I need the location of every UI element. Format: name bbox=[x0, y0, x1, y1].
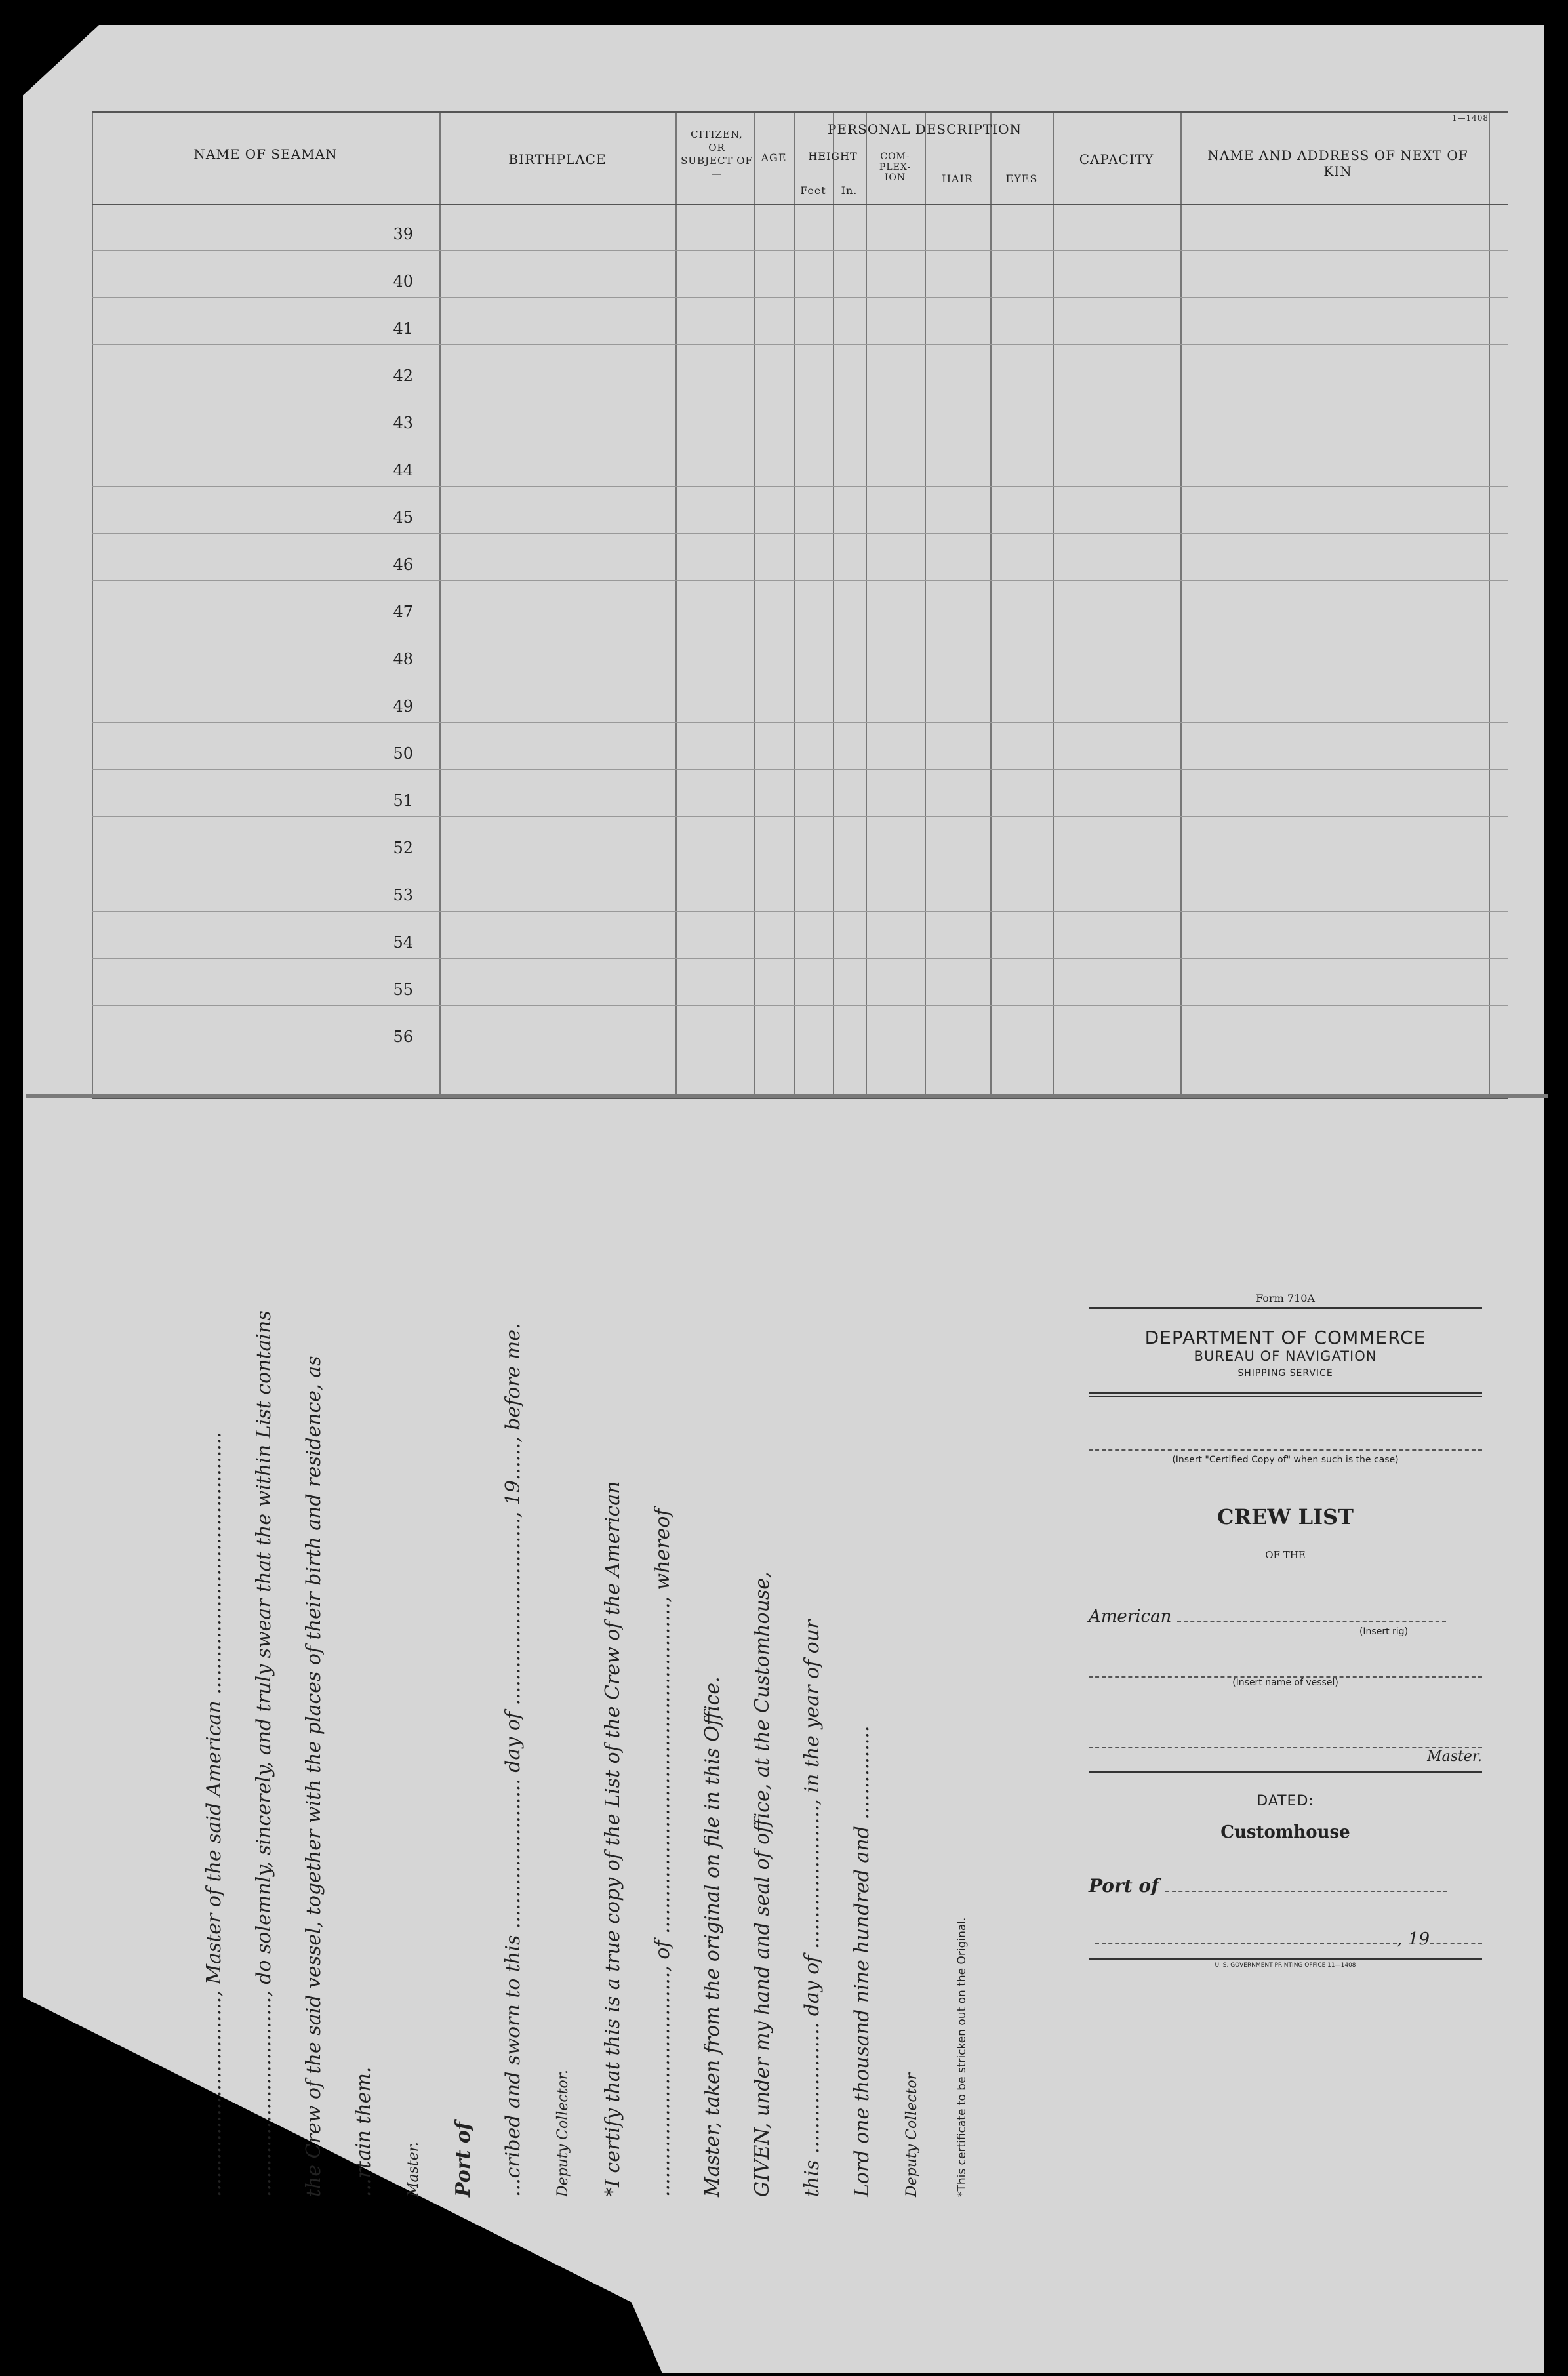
row-number: 45 bbox=[393, 508, 413, 527]
port-of-label: Port of bbox=[452, 2122, 475, 2197]
table-row bbox=[92, 344, 1508, 345]
row-number: 56 bbox=[393, 1028, 413, 1046]
this-day-line: this ..................... day of ......................., in the year of our bbox=[801, 1619, 824, 2197]
row-number: 49 bbox=[393, 697, 413, 715]
printer-line: U. S. GOVERNMENT PRINTING OFFICE 11—1408 bbox=[1215, 1962, 1356, 1969]
table-row bbox=[92, 958, 1508, 959]
row-number: 42 bbox=[393, 367, 413, 385]
master-signature-label: Master. bbox=[405, 2142, 422, 2197]
year-label: , 19 bbox=[1397, 1929, 1430, 1949]
service-title: SHIPPING SERVICE bbox=[1237, 1368, 1333, 1379]
row-number: 48 bbox=[393, 650, 413, 668]
col-inches: In. bbox=[841, 184, 858, 197]
cover-form bbox=[1089, 1292, 1482, 2105]
row-number: 39 bbox=[393, 225, 413, 243]
oath-section bbox=[184, 1246, 1036, 2197]
table-row bbox=[92, 486, 1508, 487]
row-number: 55 bbox=[393, 980, 413, 999]
master-label: Master. bbox=[1427, 1748, 1482, 1765]
lord-line: Lord one thousand nine hundred and ............... bbox=[851, 1725, 874, 2197]
deputy-collector-1: Deputy Collector. bbox=[555, 2070, 571, 2197]
col-birthplace: BIRTHPLACE bbox=[508, 151, 607, 167]
table-row bbox=[92, 722, 1508, 723]
crew-list-title: CREW LIST bbox=[1217, 1504, 1354, 1529]
crew-ledger-table bbox=[92, 111, 1508, 1099]
row-number: 41 bbox=[393, 319, 413, 338]
row-number: 40 bbox=[393, 272, 413, 291]
certify-line-3: Master, taken from the original on file in this Office. bbox=[701, 1676, 724, 2197]
oath-line-1: ................................, Master of the said American .......................................... bbox=[203, 1432, 226, 2197]
row-number: 43 bbox=[393, 414, 413, 432]
col-complexion: COM-PLEX-ION bbox=[879, 151, 912, 183]
port-of-cover-label: Port of bbox=[1089, 1875, 1159, 1897]
col-capacity: CAPACITY bbox=[1079, 151, 1154, 167]
form-number: Form 710A bbox=[1256, 1292, 1315, 1304]
insert-rig-note: (Insert rig) bbox=[1359, 1626, 1409, 1637]
department-title: DEPARTMENT OF COMMERCE bbox=[1144, 1327, 1426, 1348]
dated-label: DATED: bbox=[1256, 1793, 1314, 1809]
table-row bbox=[92, 816, 1508, 817]
col-height: HEIGHT bbox=[808, 150, 858, 163]
american-label: American bbox=[1089, 1607, 1172, 1626]
row-number: 46 bbox=[393, 555, 413, 574]
col-citizen: CITIZEN, OR SUBJECT OF— bbox=[681, 129, 753, 180]
row-number: 51 bbox=[393, 792, 413, 810]
certify-line-1: *I certify that this is a true copy of the List of the Crew of the American bbox=[601, 1481, 624, 2197]
col-age: AGE bbox=[761, 151, 787, 164]
subscribed-line: ...cribed and sworn to this ........................ day of .............................., 19......, before me. bbox=[502, 1323, 525, 2197]
col-name-of-seaman: NAME OF SEAMAN bbox=[193, 146, 338, 162]
oath-line-2: ................................, do solemnly, sincerely, and truly swear that the within List contains bbox=[252, 1310, 275, 2197]
col-next-of-kin: NAME AND ADDRESS OF NEXT OF KIN bbox=[1207, 148, 1468, 179]
insert-certified-note: (Insert "Certified Copy of" when such is the case) bbox=[1172, 1455, 1399, 1465]
table-row bbox=[92, 580, 1508, 581]
bureau-title: BUREAU OF NAVIGATION bbox=[1194, 1348, 1377, 1364]
table-row bbox=[92, 911, 1508, 912]
oath-line-3: the Crew of the said vessel, together with the places of their birth and residence, as bbox=[302, 1356, 325, 2197]
col-feet: Feet bbox=[800, 184, 826, 197]
footnote: *This certificate to be stricken out on the Original. bbox=[955, 1917, 969, 2197]
customhouse-label: Customhouse bbox=[1220, 1822, 1350, 1842]
page-fold bbox=[26, 1094, 1548, 1098]
deputy-collector-2: Deputy Collector bbox=[904, 2072, 920, 2197]
table-row bbox=[92, 533, 1508, 534]
row-number: 52 bbox=[393, 839, 413, 857]
insert-vessel-note: (Insert name of vessel) bbox=[1232, 1678, 1338, 1688]
row-number: 50 bbox=[393, 744, 413, 763]
col-hair: HAIR bbox=[942, 172, 973, 185]
oath-line-4: ...rtain them. bbox=[352, 2066, 375, 2197]
row-number: 54 bbox=[393, 933, 413, 952]
col-personal-description: PERSONAL DESCRIPTION bbox=[828, 121, 1022, 137]
corner-code: 1—1408 bbox=[1451, 113, 1489, 123]
row-number: 44 bbox=[393, 461, 413, 479]
col-eyes: EYES bbox=[1005, 172, 1038, 185]
of-the-label: OF THE bbox=[1265, 1549, 1306, 1561]
table-row bbox=[92, 297, 1508, 298]
row-number: 47 bbox=[393, 603, 413, 621]
given-line: GIVEN, under my hand and seal of office, at the Customhouse, bbox=[751, 1571, 774, 2197]
certify-line-2: ...................................., of ....................................................., whereof bbox=[651, 1508, 674, 2197]
table-row bbox=[92, 769, 1508, 770]
table-row bbox=[92, 250, 1508, 251]
table-row bbox=[92, 1005, 1508, 1006]
row-number: 53 bbox=[393, 886, 413, 904]
